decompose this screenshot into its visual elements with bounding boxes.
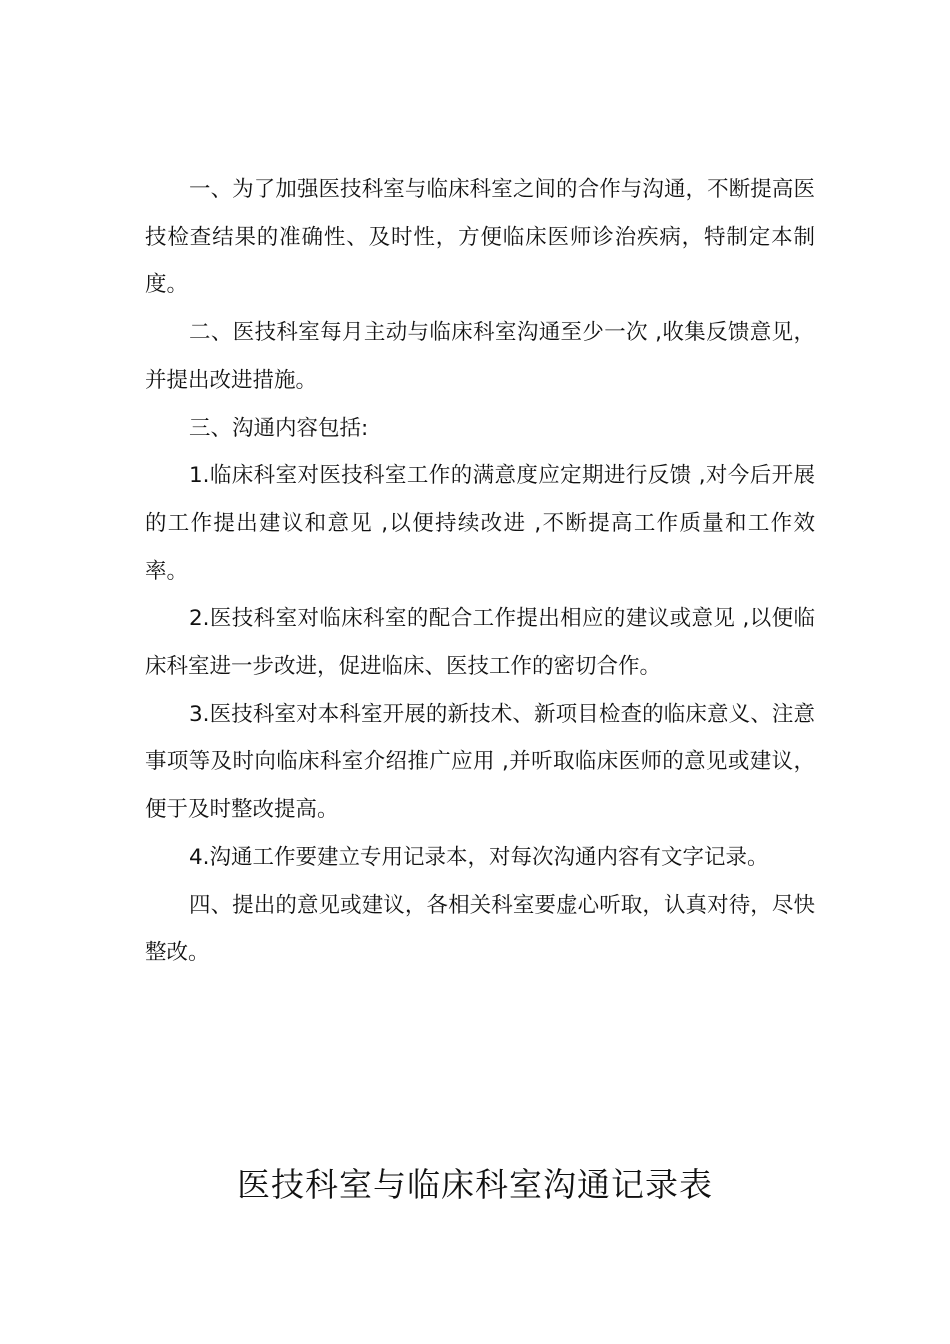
paragraph-3: 三、沟通内容包括: xyxy=(189,415,369,441)
paragraph-5: 2.医技科室对临床科室的配合工作提出相应的建议或意见 ,以便临床科室进一步改进，促进临床、医技工作的密切合作。 xyxy=(145,606,815,680)
record-form-title: 医技科室与临床科室沟通记录表 xyxy=(237,1165,713,1204)
paragraph-1: 一、为了加强医技科室与临床科室之间的合作与沟通，不断提高医技检查结果的准确性、及时性，方便临床医师诊治疾病，特制定本制度。 xyxy=(145,177,815,298)
paragraph-2: 二、医技科室每月主动与临床科室沟通至少一次 ,收集反馈意见，并提出改进措施。 xyxy=(145,320,815,393)
paragraph-7: 4.沟通工作要建立专用记录本，对每次沟通内容有文字记录。 xyxy=(189,844,769,870)
document-body xyxy=(145,166,815,977)
paragraph-6: 3.医技科室对本科室开展的新技术、新项目检查的临床意义、注意事项等及时向临床科室介绍推广应用 ,并听取临床医师的意见或建议，便于及时整改提高。 xyxy=(145,701,815,823)
paragraph-4: 1.临床科室对医技科室工作的满意度应定期进行反馈 ,对今后开展的工作提出建议和意见 ,以便持续改进 ,不断提高工作质量和工作效率。 xyxy=(145,463,815,584)
paragraph-8: 四、提出的意见或建议，各相关科室要虚心听取，认真对待，尽快整改。 xyxy=(145,892,815,966)
